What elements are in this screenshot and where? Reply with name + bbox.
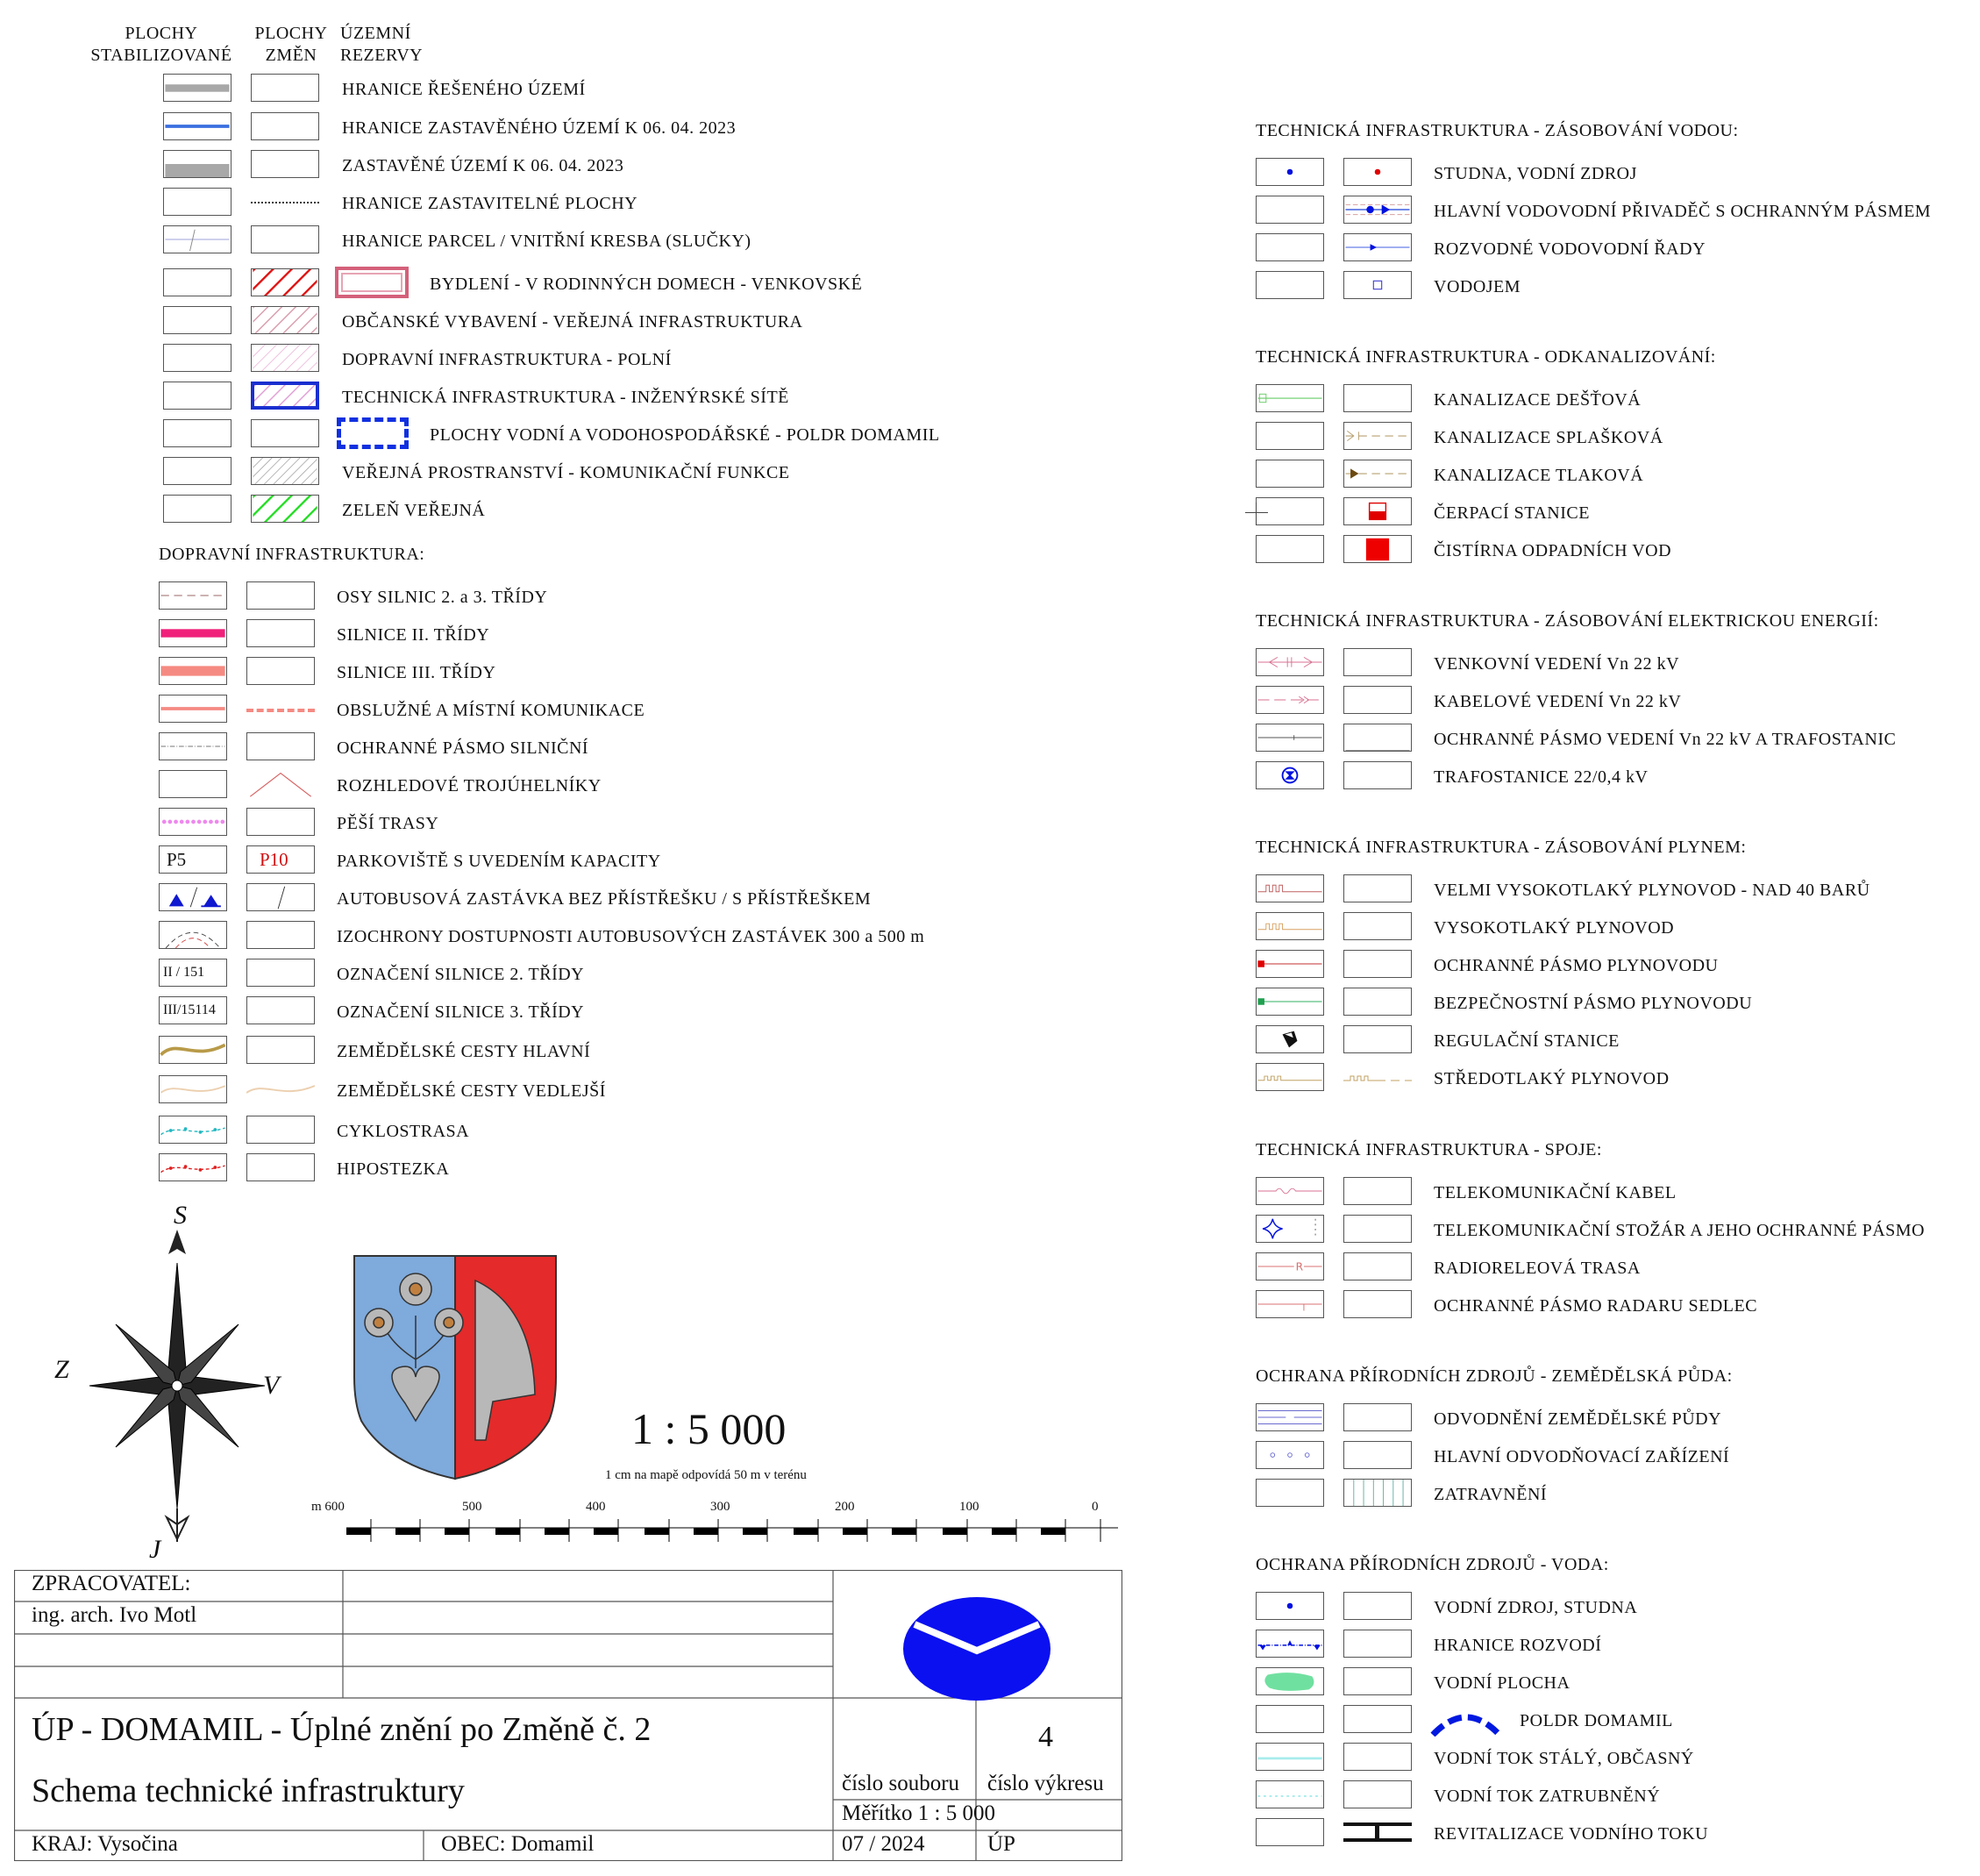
section-title-voda: TECHNICKÁ INFRASTRUKTURA - ZÁSOBOVÁNÍ VODOU: — [1256, 121, 1739, 140]
legend-row-vtl — [0, 912, 1980, 944]
legend-row-ochranne-plyn — [0, 950, 1980, 981]
symbol-empty — [1343, 686, 1412, 714]
symbol-empty — [163, 306, 231, 334]
legend-label: HRANICE ŘEŠENÉHO ÚZEMÍ — [342, 80, 586, 99]
symbol-hranice-rozvodi — [1256, 1630, 1324, 1658]
symbol-empty — [1343, 874, 1412, 902]
zpracovatel-label: ZPRACOVATEL: — [32, 1572, 191, 1595]
legend-row-hranice-zastaveneho — [0, 112, 991, 144]
legend-label: OSY SILNIC 2. a 3. TŘÍDY — [337, 588, 548, 607]
legend-row-pesi-trasy — [0, 808, 991, 839]
symbol-telekom-kabel — [1256, 1177, 1324, 1205]
scale-tick-label: 100 — [959, 1500, 979, 1514]
symbol-empty — [1343, 1592, 1412, 1620]
symbol-silnice-ii — [159, 619, 227, 647]
symbol-empty — [1343, 1403, 1412, 1431]
zpracovatel-name: ing. arch. Ivo Motl — [32, 1603, 197, 1627]
symbol-empty — [1256, 1705, 1324, 1733]
symbol-empty — [1256, 196, 1324, 224]
legend-label: PARKOVIŠTĚ S UVEDENÍM KAPACITY — [337, 852, 661, 871]
header-rezervy: ÚZEMNÍ REZERVY — [340, 24, 424, 65]
symbol-empty — [1343, 1177, 1412, 1205]
legend-label: TELEKOMUNIKAČNÍ STOŽÁR A JEHO OCHRANNÉ PÁSMO — [1434, 1221, 1925, 1240]
legend-row-privadec — [0, 196, 1980, 227]
symbol-stl-zmena — [1343, 1063, 1412, 1091]
legend-label: DOPRAVNÍ INFRASTRUKTURA - POLNÍ — [342, 350, 672, 369]
title-sub: Schema technické infrastruktury — [32, 1773, 465, 1809]
section-title-spoje: TECHNICKÁ INFRASTRUKTURA - SPOJE: — [1256, 1140, 1602, 1159]
symbol-venkovni-vedeni — [1256, 648, 1324, 676]
typ-dokumentace: ÚP — [987, 1832, 1015, 1856]
legend-label: VEŘEJNÁ PROSTRANSTVÍ - KOMUNIKAČNÍ FUNKCE — [342, 463, 790, 482]
legend-row-obcanske — [0, 306, 991, 338]
legend-label: KABELOVÉ VEDENÍ Vn 22 kV — [1434, 692, 1682, 711]
legend-row-cerpaci — [0, 497, 1980, 529]
legend-row-stozar — [0, 1215, 1980, 1246]
legend-row-odvodneni — [0, 1403, 1980, 1435]
legend-label: HLAVNÍ ODVODŇOVACÍ ZAŘÍZENÍ — [1434, 1447, 1730, 1466]
symbol-hranice-reseneho — [163, 74, 231, 102]
compass-z: Z — [54, 1355, 69, 1384]
symbol-empty — [1343, 988, 1412, 1016]
title-main: ÚP - DOMAMIL - Úplné znění po Změně č. 2 — [32, 1711, 652, 1748]
symbol-studna-zmena — [1343, 158, 1412, 186]
symbol-empty — [1343, 1252, 1412, 1280]
legend-row-zatravneni — [0, 1479, 1980, 1510]
legend-label: ZELEŇ VEŘEJNÁ — [342, 501, 486, 520]
compass-j: J — [149, 1535, 161, 1564]
legend-label: RADIORELEOVÁ TRASA — [1434, 1259, 1641, 1278]
section-title-ochrana-voda: OCHRANA PŘÍRODNÍCH ZDROJŮ - VODA: — [1256, 1555, 1609, 1574]
symbol-parkoviste-p10: P10 — [246, 845, 315, 874]
legend-label: CYKLOSTRASA — [337, 1122, 470, 1141]
symbol-empty — [1343, 384, 1412, 412]
cislo-souboru-label: číslo souboru — [842, 1772, 960, 1795]
symbol-regulacni — [1256, 1025, 1324, 1053]
symbol-empty — [1343, 761, 1412, 789]
header-zmen: PLOCHY ZMĚN — [254, 24, 328, 65]
legend-label: OBČANSKÉ VYBAVENÍ - VEŘEJNÁ INFRASTRUKTURA — [342, 312, 803, 332]
symbol-radioreleova — [1256, 1252, 1324, 1280]
legend-row-hlavni-odvodnovaci — [0, 1441, 1980, 1473]
datum: 07 / 2024 — [842, 1832, 925, 1856]
symbol-ochranne-plyn — [1256, 950, 1324, 978]
legend-label: TELEKOMUNIKAČNÍ KABEL — [1434, 1183, 1677, 1202]
symbol-empty — [1343, 648, 1412, 676]
cross-mark — [1245, 512, 1268, 513]
legend-label: HLAVNÍ VODOVODNÍ PŘIVADĚČ S OCHRANNÝM PÁSMEM — [1434, 202, 1932, 221]
legend-label: OCHRANNÉ PÁSMO SILNIČNÍ — [337, 738, 589, 758]
legend-label: ROZVODNÉ VODOVODNÍ ŘADY — [1434, 239, 1706, 259]
header-stabilizovane: PLOCHY STABILIZOVANÉ — [90, 24, 232, 65]
symbol-vodojem — [1343, 271, 1412, 299]
cislo-vykresu-label: číslo výkresu — [987, 1772, 1104, 1795]
legend-label: IZOCHRONY DOSTUPNOSTI AUTOBUSOVÝCH ZASTÁVEK 300 a 500 m — [337, 927, 925, 946]
symbol-empty — [1343, 1667, 1412, 1695]
legend-label: STUDNA, VODNÍ ZDROJ — [1434, 164, 1637, 183]
legend-row-revitalizace — [0, 1818, 1980, 1850]
symbol-empty — [1343, 1630, 1412, 1658]
symbol-empty — [246, 581, 315, 610]
section-title-doprava: DOPRAVNÍ INFRASTRUKTURA: — [159, 545, 425, 564]
legend-label: SILNICE II. TŘÍDY — [337, 625, 490, 645]
legend-label: ZATRAVNĚNÍ — [1434, 1485, 1548, 1504]
legend-label: REVITALIZACE VODNÍHO TOKU — [1434, 1824, 1709, 1844]
symbol-oznaceni-ii: II / 151 — [159, 959, 227, 987]
legend-label: VODOJEM — [1434, 277, 1521, 296]
symbol-stl — [1256, 1063, 1324, 1091]
legend-label: ROZHLEDOVÉ TROJÚHELNÍKY — [337, 776, 602, 795]
symbol-bezpecnostni-plyn — [1256, 988, 1324, 1016]
scale-tick-label: 500 — [462, 1500, 482, 1514]
symbol-empty — [1256, 1818, 1324, 1846]
symbol-empty — [1343, 1215, 1412, 1243]
symbol-empty — [1343, 1441, 1412, 1469]
symbol-vodni-tok-staly — [1256, 1743, 1324, 1771]
symbol-empty — [246, 619, 315, 647]
legend-row-poldr — [0, 1705, 1980, 1737]
legend-label: STŘEDOTLAKÝ PLYNOVOD — [1434, 1069, 1670, 1088]
legend-row-destova — [0, 384, 1980, 416]
legend-label: ZEMĚDĚLSKÉ CESTY HLAVNÍ — [337, 1042, 591, 1061]
legend-row-dopravni-polni — [0, 344, 991, 375]
legend-row-vvtl — [0, 874, 1980, 906]
symbol-ochranne-vn — [1256, 724, 1324, 752]
symbol-empty — [246, 1116, 315, 1144]
legend-label: POLDR DOMAMIL — [1520, 1711, 1673, 1730]
symbol-vodni-zdroj — [1256, 1592, 1324, 1620]
symbol-empty — [251, 112, 319, 140]
symbol-ochranne-vn-zmena — [1343, 724, 1412, 752]
symbol-empty — [1343, 912, 1412, 940]
legend-row-hranice-reseneho — [0, 74, 991, 105]
legend-row-zatrubneny — [0, 1780, 1980, 1812]
legend-label: OBSLUŽNÉ A MÍSTNÍ KOMUNIKACE — [337, 701, 645, 720]
symbol-vodni-plocha — [1256, 1667, 1324, 1695]
legend-label: HRANICE ZASTAVĚNÉHO ÚZEMÍ K 06. 04. 2023 — [342, 118, 737, 138]
symbol-odvodneni — [1256, 1403, 1324, 1431]
symbol-empty — [1256, 497, 1324, 525]
legend-label: VODNÍ TOK ZATRUBNĚNÝ — [1434, 1787, 1661, 1806]
symbol-obcanske-zmena — [251, 306, 319, 334]
scale-tick-label: 300 — [710, 1500, 730, 1514]
symbol-privadec — [1343, 196, 1412, 224]
symbol-trafostanice — [1256, 761, 1324, 789]
symbol-empty — [1343, 1705, 1412, 1733]
symbol-empty — [1343, 950, 1412, 978]
symbol-cyklostrasa — [159, 1116, 227, 1144]
scale-note: 1 cm na mapě odpovídá 50 m v terénu — [605, 1468, 807, 1482]
symbol-empty — [163, 344, 231, 372]
symbol-revitalizace — [1343, 1818, 1412, 1846]
legend-label: HRANICE PARCEL / VNITŘNÍ KRESBA (SLUČKY) — [342, 232, 751, 251]
symbol-empty — [1256, 535, 1324, 563]
legend-row-kabelove-vedeni — [0, 686, 1980, 717]
legend-row-parkoviste — [0, 845, 991, 877]
scale-ratio: 1 : 5 000 — [631, 1404, 787, 1453]
symbol-empty — [1343, 1780, 1412, 1808]
legend-row-vodojem — [0, 271, 1980, 303]
symbol-empty — [1256, 422, 1324, 450]
legend-row-radioreleova — [0, 1252, 1980, 1284]
legend-row-cyklostrasa — [0, 1116, 991, 1147]
legend-row-splaskova — [0, 422, 1980, 453]
legend-label: KANALIZACE DEŠŤOVÁ — [1434, 390, 1642, 410]
legend-row-regulacni — [0, 1025, 1980, 1057]
legend-label: VODNÍ PLOCHA — [1434, 1673, 1570, 1693]
section-title-kanalizace: TECHNICKÁ INFRASTRUKTURA - ODKANALIZOVÁNÍ: — [1256, 347, 1716, 367]
legend-label: ZASTAVĚNÉ ÚZEMÍ K 06. 04. 2023 — [342, 156, 624, 175]
symbol-vvtl — [1256, 874, 1324, 902]
scale-tick-label: 0 — [1092, 1500, 1099, 1514]
symbol-splaskova — [1343, 422, 1412, 450]
legend-label: VODNÍ ZDROJ, STUDNA — [1434, 1598, 1638, 1617]
symbol-empty — [1256, 271, 1324, 299]
legend-row-hranice-rozvodi — [0, 1630, 1980, 1661]
symbol-empty — [1256, 460, 1324, 488]
section-title-elektro: TECHNICKÁ INFRASTRUKTURA - ZÁSOBOVÁNÍ ELEKTRICKOU ENERGIÍ: — [1256, 611, 1879, 631]
symbol-oznaceni-iii: III/15114 — [159, 996, 227, 1024]
legend-label: HRANICE ROZVODÍ — [1434, 1636, 1602, 1655]
legend-label: ZEMĚDĚLSKÉ CESTY VEDLEJŠÍ — [337, 1081, 606, 1101]
obec: OBEC: Domamil — [441, 1832, 595, 1856]
legend-label: OZNAČENÍ SILNICE 3. TŘÍDY — [337, 1002, 585, 1022]
cross-mark-v — [1256, 503, 1257, 525]
symbol-pesi-trasy — [159, 808, 227, 836]
legend-label: HRANICE ZASTAVITELNÉ PLOCHY — [342, 194, 638, 213]
legend-label: VENKOVNÍ VEDENÍ Vn 22 kV — [1434, 654, 1680, 674]
section-title-plyn: TECHNICKÁ INFRASTRUKTURA - ZÁSOBOVÁNÍ PLYNEM: — [1256, 838, 1747, 857]
symbol-parkoviste-p5: P5 — [159, 845, 227, 874]
legend-label: PLOCHY VODNÍ A VODOHOSPODÁŘSKÉ - POLDR DOMAMIL — [430, 425, 940, 445]
scale-ruler-icon — [311, 1519, 1118, 1554]
legend-row-vodni-plocha — [0, 1667, 1980, 1699]
legend-row-rozvodne — [0, 233, 1980, 265]
legend-label: OCHRANNÉ PÁSMO PLYNOVODU — [1434, 956, 1719, 975]
legend-label: AUTOBUSOVÁ ZASTÁVKA BEZ PŘÍSTŘEŠKU / S PŘÍSTŘEŠKEM — [337, 889, 872, 909]
symbol-empty — [246, 808, 315, 836]
section-title-puda: OCHRANA PŘÍRODNÍCH ZDROJŮ - ZEMĚDĚLSKÁ PŮDA: — [1256, 1366, 1733, 1386]
symbol-tlakova — [1343, 460, 1412, 488]
compass-s: S — [174, 1201, 187, 1230]
meritko: Měřítko 1 : 5 000 — [842, 1801, 995, 1825]
symbol-destova — [1256, 384, 1324, 412]
symbol-studna — [1256, 158, 1324, 186]
legend-label: KANALIZACE TLAKOVÁ — [1434, 466, 1644, 485]
legend-row-tlakova — [0, 460, 1980, 491]
symbol-zatravneni — [1343, 1479, 1412, 1507]
symbol-empty — [1343, 1743, 1412, 1771]
compass-v: V — [263, 1371, 280, 1400]
legend-label: HIPOSTEZKA — [337, 1159, 450, 1179]
symbol-stozar — [1256, 1215, 1324, 1243]
legend-label: OCHRANNÉ PÁSMO RADARU SEDLEC — [1434, 1296, 1758, 1316]
scale-tick-label: 200 — [835, 1500, 855, 1514]
symbol-empty — [1256, 233, 1324, 261]
legend-row-venkovni-vedeni — [0, 648, 1980, 680]
legend-row-trafostanice — [0, 761, 1980, 793]
legend-row-stl — [0, 1063, 1980, 1095]
symbol-cov — [1343, 535, 1412, 563]
legend-label: KANALIZACE SPLAŠKOVÁ — [1434, 428, 1663, 447]
legend-label: TECHNICKÁ INFRASTRUKTURA - INŽENÝRSKÉ SÍTĚ — [342, 388, 789, 407]
legend-row-vodni-zdroj — [0, 1592, 1980, 1623]
symbol-empty — [1256, 1479, 1324, 1507]
symbol-dopravni-polni-zmena — [251, 344, 319, 372]
symbol-hranice-zastaveneho — [163, 112, 231, 140]
legend-row-studna — [0, 158, 1980, 189]
legend-label: TRAFOSTANICE 22/0,4 kV — [1434, 767, 1649, 787]
legend-label: BYDLENÍ - V RODINNÝCH DOMECH - VENKOVSKÉ — [430, 275, 863, 294]
legend-label: BEZPEČNOSTNÍ PÁSMO PLYNOVODU — [1434, 994, 1753, 1013]
legend-row-radar — [0, 1290, 1980, 1322]
legend-label: OZNAČENÍ SILNICE 2. TŘÍDY — [337, 965, 585, 984]
legend-row-osy-silnic — [0, 581, 991, 613]
legend-row-vodni-tok-staly — [0, 1743, 1980, 1774]
symbol-radar — [1256, 1290, 1324, 1318]
symbol-vtl — [1256, 912, 1324, 940]
scale-tick-label: 400 — [586, 1500, 606, 1514]
legend-label: ODVODNĚNÍ ZEMĚDĚLSKÉ PŮDY — [1434, 1409, 1722, 1429]
legend-label: OCHRANNÉ PÁSMO VEDENÍ Vn 22 kV A TRAFOSTANIC — [1434, 730, 1897, 749]
legend-row-telekom-kabel — [0, 1177, 1980, 1209]
legend-row-silnice-ii — [0, 619, 991, 651]
legend-label: VYSOKOTLAKÝ PLYNOVOD — [1434, 918, 1675, 938]
symbol-empty — [251, 74, 319, 102]
legend-row-cov — [0, 535, 1980, 567]
symbol-empty — [1343, 1290, 1412, 1318]
legend-label: VELMI VYSOKOTLAKÝ PLYNOVOD - NAD 40 BARŮ — [1434, 881, 1870, 900]
kraj: KRAJ: Vysočina — [32, 1832, 178, 1856]
legend-label: ČERPACÍ STANICE — [1434, 503, 1590, 523]
symbol-hlavni-odvodnovaci — [1256, 1441, 1324, 1469]
scale-tick-label: m 600 — [311, 1500, 345, 1514]
symbol-osy-silnic — [159, 581, 227, 610]
symbol-cerpaci — [1343, 497, 1412, 525]
symbol-poldr — [1429, 1705, 1503, 1737]
vykres-number: 4 — [1038, 1721, 1053, 1753]
symbol-kabelove-vedeni — [1256, 686, 1324, 714]
legend-label: ČISTÍRNA ODPADNÍCH VOD — [1434, 541, 1672, 560]
symbol-rozvodne — [1343, 233, 1412, 261]
legend-label: PĚŠÍ TRASY — [337, 814, 439, 833]
legend-row-bezpecnostni-plyn — [0, 988, 1980, 1019]
legend-row-ochranne-vn — [0, 724, 1980, 755]
legend-label: REGULAČNÍ STANICE — [1434, 1031, 1620, 1051]
svg-text:R: R — [1295, 1260, 1304, 1273]
legend-label: VODNÍ TOK STÁLÝ, OBČASNÝ — [1434, 1749, 1694, 1768]
legend-label: SILNICE III. TŘÍDY — [337, 663, 496, 682]
symbol-zatrubneny — [1256, 1780, 1324, 1808]
symbol-empty — [1343, 1025, 1412, 1053]
